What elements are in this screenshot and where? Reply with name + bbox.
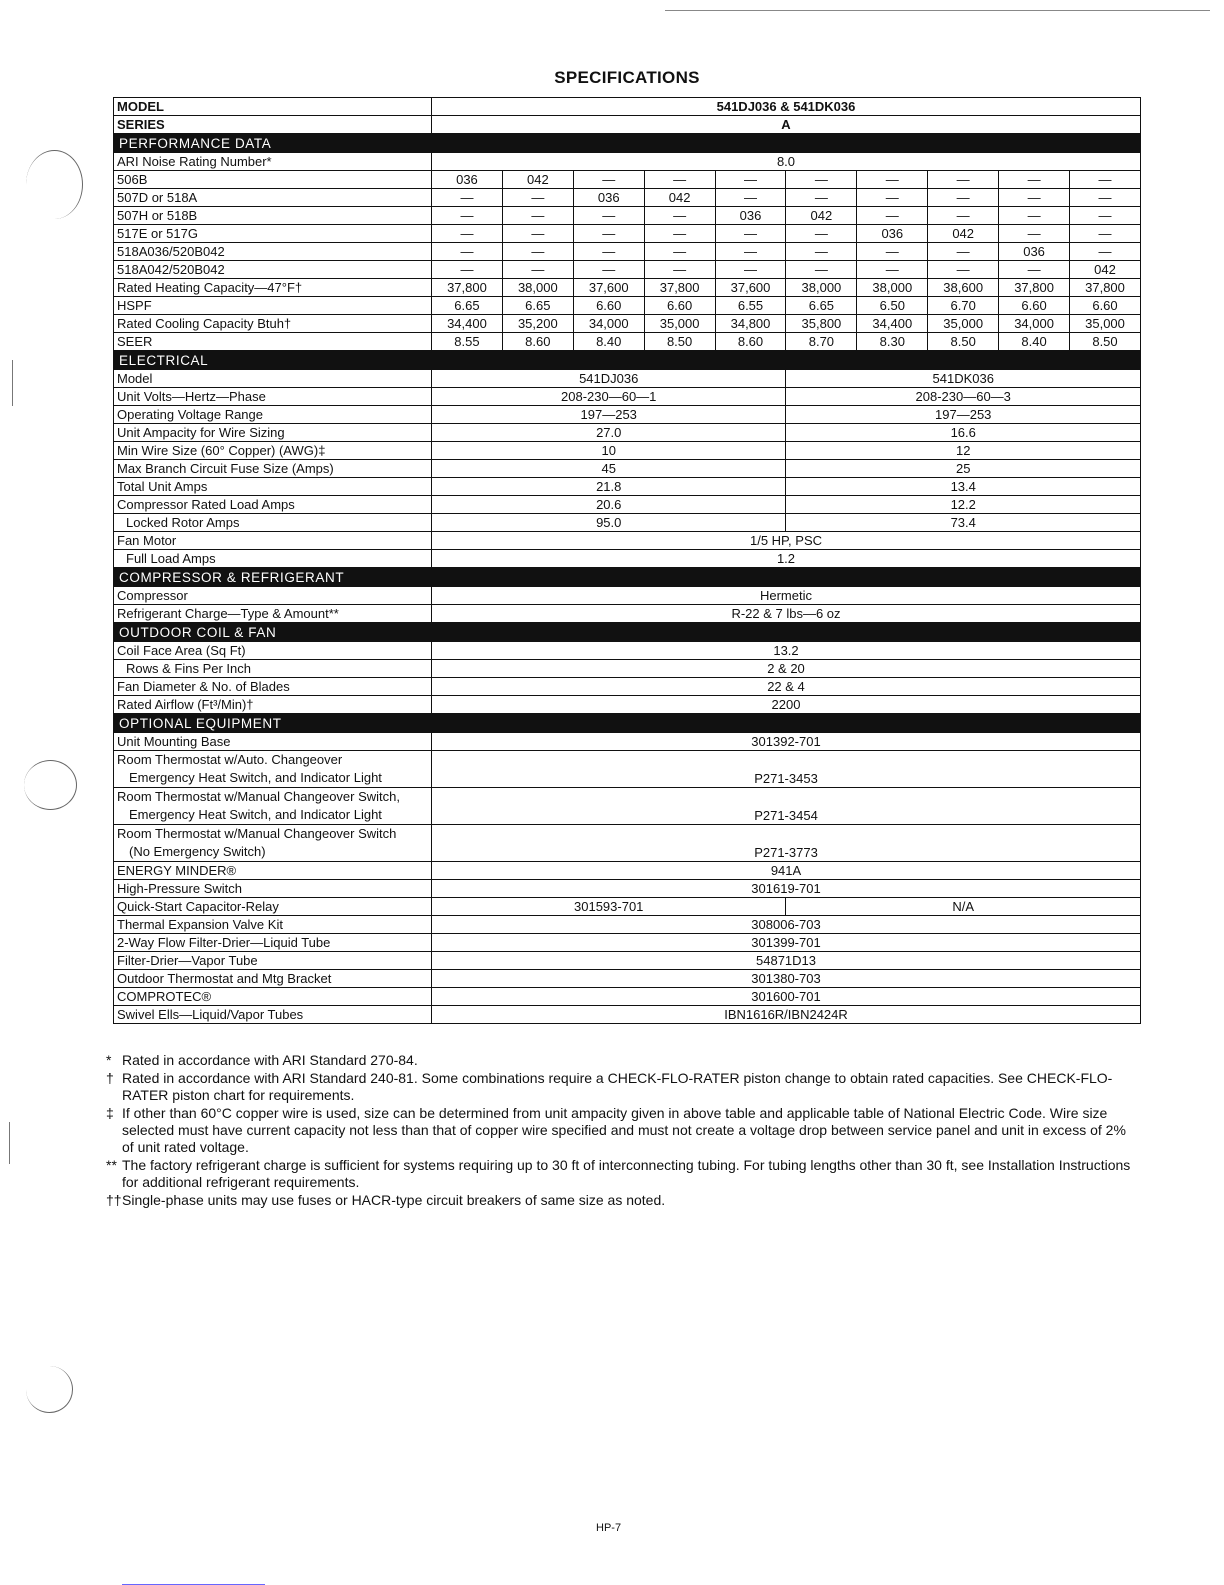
combination-cell: — <box>928 189 999 207</box>
row-value: 8.0 <box>432 153 1141 171</box>
combination-cell: — <box>999 189 1070 207</box>
outdoor-row <box>114 696 1141 714</box>
combination-cell: — <box>999 207 1070 225</box>
performance-cell: 38,000 <box>502 279 573 297</box>
electrical-label: Compressor Rated Load Amps <box>114 496 432 514</box>
performance-row <box>114 279 1141 297</box>
row-label-line1: Room Thermostat w/Manual Changeover Switch, <box>117 789 400 804</box>
row-label: Full Load Amps <box>114 550 432 568</box>
row-label: Compressor <box>114 587 432 605</box>
row-value: 2 & 20 <box>432 660 1141 678</box>
noise-rating-row <box>114 153 1141 171</box>
footnote <box>106 1192 1136 1209</box>
row-value: IBN1616R/IBN2424R <box>432 1006 1141 1024</box>
performance-cell: 6.60 <box>573 297 644 315</box>
combination-label: 507H or 518B <box>114 207 432 225</box>
combination-cell: 036 <box>857 225 928 243</box>
page-title: SPECIFICATIONS <box>554 68 700 87</box>
combination-cell: 036 <box>573 189 644 207</box>
row-label <box>114 751 432 788</box>
punch-hole-bottom <box>26 1366 73 1413</box>
performance-cell: 34,400 <box>857 315 928 333</box>
section-title: PERFORMANCE DATA <box>114 134 1141 153</box>
electrical-value-541dj036: 20.6 <box>432 496 786 514</box>
footnote-mark: † <box>106 1070 114 1086</box>
electrical-value-541dk036: 208-230—60—3 <box>786 388 1141 406</box>
combination-cell: — <box>502 261 573 279</box>
row-value: 13.2 <box>432 642 1141 660</box>
performance-cell: 35,000 <box>1070 315 1141 333</box>
combination-cell: — <box>786 189 857 207</box>
model-value: 541DJ036 & 541DK036 <box>432 98 1141 116</box>
electrical-value-541dk036: 13.4 <box>786 478 1141 496</box>
series-label: SERIES <box>114 116 432 134</box>
thermostat-auto-row <box>114 751 1141 788</box>
optional-row <box>114 1006 1141 1024</box>
performance-cell: 8.55 <box>432 333 503 351</box>
series-value: A <box>432 116 1141 134</box>
performance-cell: 8.70 <box>786 333 857 351</box>
combination-row <box>114 261 1141 279</box>
combination-cell: 042 <box>928 225 999 243</box>
row-label: Coil Face Area (Sq Ft) <box>114 642 432 660</box>
quick-start-541dj036: 301593-701 <box>432 898 786 916</box>
electrical-value-541dk036: 197—253 <box>786 406 1141 424</box>
combination-cell: — <box>644 243 715 261</box>
combination-cell: — <box>644 171 715 189</box>
combination-row <box>114 207 1141 225</box>
combination-cell: — <box>857 189 928 207</box>
performance-cell: 8.60 <box>502 333 573 351</box>
row-label-line2: (No Emergency Switch) <box>129 844 266 859</box>
combination-cell: — <box>715 261 786 279</box>
row-label: COMPROTEC® <box>114 988 432 1006</box>
performance-cell: 37,800 <box>1070 279 1141 297</box>
footnote-text: Rated in accordance with ARI Standard 270-84. <box>122 1052 418 1068</box>
performance-cell: 35,800 <box>786 315 857 333</box>
combination-cell: — <box>928 171 999 189</box>
performance-cell: 6.70 <box>928 297 999 315</box>
combination-cell: — <box>1070 207 1141 225</box>
electrical-row <box>114 370 1141 388</box>
row-label <box>114 788 432 825</box>
row-label-line2: Emergency Heat Switch, and Indicator Light <box>129 770 382 785</box>
row-value: Hermetic <box>432 587 1141 605</box>
outdoor-row <box>114 642 1141 660</box>
fan-motor-row <box>114 532 1141 550</box>
performance-cell: 34,400 <box>432 315 503 333</box>
refrigerant-row <box>114 605 1141 623</box>
section-title: COMPRESSOR & REFRIGERANT <box>114 568 1141 587</box>
electrical-label: Locked Rotor Amps <box>114 514 432 532</box>
combination-cell: — <box>786 261 857 279</box>
combination-label: 506B <box>114 171 432 189</box>
energy-minder-row <box>114 862 1141 880</box>
combination-cell: — <box>715 171 786 189</box>
row-value: 22 & 4 <box>432 678 1141 696</box>
electrical-row <box>114 460 1141 478</box>
performance-cell: 8.60 <box>715 333 786 351</box>
footnote-text: Rated in accordance with ARI Standard 240-81. Some combinations require a CHECK-FLO-RATER piston change to obtain rated capacities. See CHECK-FLO-RATER piston chart for requirements. <box>122 1070 1113 1103</box>
scan-margin-mark <box>12 360 13 406</box>
electrical-value-541dk036: 12 <box>786 442 1141 460</box>
row-label: Rated Airflow (Ft³/Min)† <box>114 696 432 714</box>
scan-top-line <box>665 10 1210 11</box>
row-value: P271-3453 <box>432 751 1141 788</box>
full-load-amps-row <box>114 550 1141 568</box>
series-row <box>114 116 1141 134</box>
section-title: OPTIONAL EQUIPMENT <box>114 714 1141 733</box>
row-value: P271-3454 <box>432 788 1141 825</box>
performance-cell: 6.65 <box>432 297 503 315</box>
performance-cell: 6.60 <box>644 297 715 315</box>
section-header-optional <box>114 714 1141 733</box>
combination-cell: — <box>432 243 503 261</box>
performance-label: HSPF <box>114 297 432 315</box>
electrical-label: Unit Volts—Hertz—Phase <box>114 388 432 406</box>
performance-cell: 34,000 <box>573 315 644 333</box>
combination-cell: — <box>1070 189 1141 207</box>
electrical-value-541dk036: 541DK036 <box>786 370 1141 388</box>
combination-cell: 042 <box>1070 261 1141 279</box>
row-label: Rows & Fins Per Inch <box>114 660 432 678</box>
performance-label: Rated Cooling Capacity Btuh† <box>114 315 432 333</box>
combination-cell: — <box>857 243 928 261</box>
row-label-line2: Emergency Heat Switch, and Indicator Light <box>129 807 382 822</box>
performance-cell: 6.60 <box>999 297 1070 315</box>
combination-cell: — <box>432 207 503 225</box>
optional-row <box>114 970 1141 988</box>
row-label: ARI Noise Rating Number* <box>114 153 432 171</box>
combination-cell: — <box>999 225 1070 243</box>
row-value: 301619-701 <box>432 880 1141 898</box>
combination-cell: 042 <box>644 189 715 207</box>
combination-cell: — <box>432 189 503 207</box>
performance-row <box>114 315 1141 333</box>
outdoor-row <box>114 660 1141 678</box>
footnote-mark: ** <box>106 1157 117 1173</box>
combination-label: 518A042/520B042 <box>114 261 432 279</box>
performance-cell: 8.40 <box>573 333 644 351</box>
section-title: OUTDOOR COIL & FAN <box>114 623 1141 642</box>
row-value: P271-3773 <box>432 825 1141 862</box>
mounting-base-row <box>114 733 1141 751</box>
performance-label: Rated Heating Capacity—47°F† <box>114 279 432 297</box>
model-label: MODEL <box>114 98 432 116</box>
row-value: 301380-703 <box>432 970 1141 988</box>
performance-cell: 8.50 <box>644 333 715 351</box>
electrical-label: Total Unit Amps <box>114 478 432 496</box>
combination-cell: — <box>786 243 857 261</box>
performance-cell: 8.40 <box>999 333 1070 351</box>
combination-row <box>114 243 1141 261</box>
combination-cell: 042 <box>502 171 573 189</box>
electrical-value-541dj036: 21.8 <box>432 478 786 496</box>
footnote-mark: †† <box>106 1192 122 1208</box>
performance-label: SEER <box>114 333 432 351</box>
footnote <box>106 1070 1136 1104</box>
combination-cell: — <box>502 207 573 225</box>
footnote-mark: ‡ <box>106 1105 114 1121</box>
page-number: HP-7 <box>596 1522 622 1534</box>
punch-hole-top <box>26 150 83 219</box>
performance-cell: 38,000 <box>857 279 928 297</box>
optional-row <box>114 952 1141 970</box>
combination-cell: — <box>1070 171 1141 189</box>
combination-label: 517E or 517G <box>114 225 432 243</box>
footnote <box>106 1157 1136 1191</box>
electrical-row <box>114 406 1141 424</box>
row-label: Thermal Expansion Valve Kit <box>114 916 432 934</box>
combination-cell: — <box>1070 243 1141 261</box>
performance-cell: 37,600 <box>715 279 786 297</box>
combination-cell: — <box>573 261 644 279</box>
electrical-row <box>114 424 1141 442</box>
performance-cell: 6.50 <box>857 297 928 315</box>
performance-cell: 6.60 <box>1070 297 1141 315</box>
footnote-text: If other than 60°C copper wire is used, size can be determined from unit ampacity given in above table and applicable table of National Electric Code. Wire size selected must have current capacity not less than that of copper wire specified and must not create a voltage drop between service panel and unit in excess of 2% of unit rated voltage. <box>122 1105 1126 1155</box>
combination-cell: 036 <box>999 243 1070 261</box>
combination-label: 518A036/520B042 <box>114 243 432 261</box>
electrical-value-541dk036: 16.6 <box>786 424 1141 442</box>
combination-cell: — <box>999 261 1070 279</box>
performance-cell: 37,600 <box>573 279 644 297</box>
combination-cell: — <box>502 243 573 261</box>
electrical-row <box>114 388 1141 406</box>
thermostat-no-emergency-row <box>114 825 1141 862</box>
combination-cell: 042 <box>786 207 857 225</box>
quick-start-541dk036: N/A <box>786 898 1141 916</box>
footnote <box>106 1052 1136 1069</box>
row-value: 941A <box>432 862 1141 880</box>
combination-cell: — <box>928 261 999 279</box>
electrical-label: Operating Voltage Range <box>114 406 432 424</box>
performance-cell: 38,000 <box>786 279 857 297</box>
combination-cell: — <box>999 171 1070 189</box>
quick-start-row <box>114 898 1141 916</box>
performance-cell: 6.55 <box>715 297 786 315</box>
footnote <box>106 1105 1136 1156</box>
electrical-value-541dj036: 45 <box>432 460 786 478</box>
outdoor-row <box>114 678 1141 696</box>
performance-cell: 8.50 <box>1070 333 1141 351</box>
performance-cell: 35,000 <box>644 315 715 333</box>
footnote-text: Single-phase units may use fuses or HACR-type circuit breakers of same size as noted. <box>122 1192 666 1208</box>
performance-cell: 8.50 <box>928 333 999 351</box>
combination-row <box>114 189 1141 207</box>
row-value: 54871D13 <box>432 952 1141 970</box>
electrical-row <box>114 514 1141 532</box>
electrical-row <box>114 496 1141 514</box>
row-label: High-Pressure Switch <box>114 880 432 898</box>
combination-cell: — <box>573 243 644 261</box>
row-label: Swivel Ells—Liquid/Vapor Tubes <box>114 1006 432 1024</box>
electrical-value-541dk036: 25 <box>786 460 1141 478</box>
performance-cell: 6.65 <box>502 297 573 315</box>
combination-cell: — <box>786 225 857 243</box>
combination-cell: — <box>502 189 573 207</box>
row-value: 1/5 HP, PSC <box>432 532 1141 550</box>
electrical-value-541dj036: 197—253 <box>432 406 786 424</box>
combination-cell: 036 <box>715 207 786 225</box>
combination-cell: — <box>857 171 928 189</box>
model-row <box>114 98 1141 116</box>
combination-cell: — <box>786 171 857 189</box>
specifications-table <box>113 97 1141 1024</box>
performance-cell: 38,600 <box>928 279 999 297</box>
combination-cell: — <box>573 171 644 189</box>
thermostat-manual-row <box>114 788 1141 825</box>
section-header-electrical <box>114 351 1141 370</box>
row-label-line1: Room Thermostat w/Manual Changeover Switch <box>117 826 397 841</box>
row-label: Refrigerant Charge—Type & Amount** <box>114 605 432 623</box>
footnote-text: The factory refrigerant charge is sufficient for systems requiring up to 30 ft of interconnecting tubing. For tubing lengths other than 30 ft, see Installation Instructions for additional refrigerant requirements. <box>122 1157 1131 1190</box>
row-value: 2200 <box>432 696 1141 714</box>
combination-cell: — <box>928 207 999 225</box>
row-label: Quick-Start Capacitor-Relay <box>114 898 432 916</box>
combination-cell: 036 <box>432 171 503 189</box>
performance-cell: 8.30 <box>857 333 928 351</box>
row-label-line1: Room Thermostat w/Auto. Changeover <box>117 752 343 767</box>
performance-cell: 34,000 <box>999 315 1070 333</box>
combination-cell: — <box>857 261 928 279</box>
combination-cell: — <box>1070 225 1141 243</box>
electrical-value-541dj036: 541DJ036 <box>432 370 786 388</box>
combination-cell: — <box>432 225 503 243</box>
electrical-value-541dk036: 12.2 <box>786 496 1141 514</box>
electrical-row <box>114 478 1141 496</box>
section-header-performance <box>114 134 1141 153</box>
combination-cell: — <box>928 243 999 261</box>
electrical-value-541dj036: 208-230—60—1 <box>432 388 786 406</box>
performance-row <box>114 297 1141 315</box>
row-value: 308006-703 <box>432 916 1141 934</box>
combination-cell: — <box>644 225 715 243</box>
combination-cell: — <box>644 261 715 279</box>
combination-cell: — <box>432 261 503 279</box>
row-value: 1.2 <box>432 550 1141 568</box>
electrical-label: Unit Ampacity for Wire Sizing <box>114 424 432 442</box>
section-header-compressor <box>114 568 1141 587</box>
electrical-label: Max Branch Circuit Fuse Size (Amps) <box>114 460 432 478</box>
performance-row <box>114 333 1141 351</box>
combination-cell: — <box>573 225 644 243</box>
row-value: R-22 & 7 lbs—6 oz <box>432 605 1141 623</box>
electrical-value-541dj036: 95.0 <box>432 514 786 532</box>
performance-cell: 34,800 <box>715 315 786 333</box>
row-label: Outdoor Thermostat and Mtg Bracket <box>114 970 432 988</box>
combination-row <box>114 171 1141 189</box>
row-value: 301392-701 <box>432 733 1141 751</box>
footnotes <box>106 1052 1136 1210</box>
electrical-label: Model <box>114 370 432 388</box>
combination-cell: — <box>573 207 644 225</box>
optional-row <box>114 988 1141 1006</box>
high-pressure-switch-row <box>114 880 1141 898</box>
combination-cell: — <box>644 207 715 225</box>
row-label: Fan Diameter & No. of Blades <box>114 678 432 696</box>
electrical-label: Min Wire Size (60° Copper) (AWG)‡ <box>114 442 432 460</box>
compressor-row <box>114 587 1141 605</box>
row-label: 2-Way Flow Filter-Drier—Liquid Tube <box>114 934 432 952</box>
section-title: ELECTRICAL <box>114 351 1141 370</box>
section-header-outdoor <box>114 623 1141 642</box>
row-label: Unit Mounting Base <box>114 733 432 751</box>
row-label: ENERGY MINDER® <box>114 862 432 880</box>
electrical-value-541dj036: 10 <box>432 442 786 460</box>
row-label: Filter-Drier—Vapor Tube <box>114 952 432 970</box>
optional-row <box>114 916 1141 934</box>
combination-row <box>114 225 1141 243</box>
electrical-value-541dj036: 27.0 <box>432 424 786 442</box>
combination-cell: — <box>502 225 573 243</box>
combination-label: 507D or 518A <box>114 189 432 207</box>
performance-cell: 37,800 <box>999 279 1070 297</box>
row-label: Fan Motor <box>114 532 432 550</box>
combination-cell: — <box>715 243 786 261</box>
row-label <box>114 825 432 862</box>
row-value: 301600-701 <box>432 988 1141 1006</box>
electrical-row <box>114 442 1141 460</box>
optional-row <box>114 934 1141 952</box>
performance-cell: 35,200 <box>502 315 573 333</box>
scan-margin-mark <box>9 1122 10 1164</box>
electrical-value-541dk036: 73.4 <box>786 514 1141 532</box>
performance-cell: 6.65 <box>786 297 857 315</box>
row-value: 301399-701 <box>432 934 1141 952</box>
performance-cell: 35,000 <box>928 315 999 333</box>
punch-hole-middle <box>24 760 77 810</box>
combination-cell: — <box>857 207 928 225</box>
combination-cell: — <box>715 189 786 207</box>
performance-cell: 37,800 <box>432 279 503 297</box>
footnote-mark: * <box>106 1052 112 1068</box>
performance-cell: 37,800 <box>644 279 715 297</box>
combination-cell: — <box>715 225 786 243</box>
